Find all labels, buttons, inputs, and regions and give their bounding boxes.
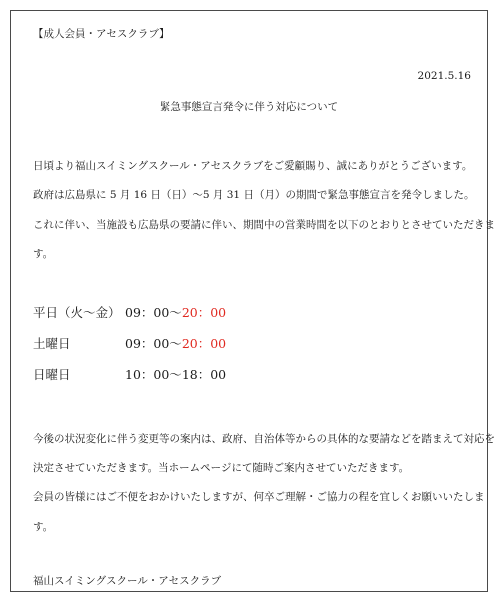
closing-line-2: 決定させていただきます。当ホームページにて随時ご案内させていただきます。 <box>33 462 410 474</box>
closing-line-4: す。 <box>33 521 54 533</box>
intro-line-1: 日頃より福山スイミングスクール・アセスクラブをご愛顧賜り、誠にありがとうございます。 <box>33 160 473 172</box>
member-category-label: 【成人会員・アセスクラブ】 <box>33 28 170 40</box>
schedule-close-time: 18：00 <box>181 367 227 382</box>
intro-line-4: す。 <box>33 248 54 260</box>
schedule-day: 日曜日 <box>33 367 71 382</box>
schedule-open-time: 09：00～ <box>125 305 182 320</box>
schedule-close-time: 20：00 <box>181 305 227 320</box>
schedule-open-time: 09：00～ <box>125 336 182 351</box>
schedule-row-saturday <box>33 336 226 352</box>
schedule-day: 平日（火～金） <box>33 305 121 320</box>
schedule-row-weekday <box>33 305 226 321</box>
intro-line-2: 政府は広島県に 5 月 16 日（日）～5 月 31 日（月）の期間で緊急事態宣言を発令しました。 <box>33 189 475 201</box>
schedule-row-sunday <box>33 367 226 383</box>
notice-title: 緊急事態宣言発令に伴う対応について <box>159 101 339 113</box>
signature: 福山スイミングスクール・アセスクラブ <box>33 575 222 587</box>
intro-line-3: これに伴い、当施設も広島県の要請に伴い、期間中の営業時間を以下のとおりとさせていただきま <box>33 219 495 231</box>
notice-document <box>10 10 495 592</box>
closing-line-1: 今後の状況変化に伴う変更等の案内は、政府、自治体等からの具体的な要請などを踏まえて対応を <box>33 433 495 445</box>
closing-line-3: 会員の皆様にはご不便をおかけいたしますが、何卒ご理解・ご協力の程を宜しくお願いいたしま <box>33 491 485 503</box>
notice-date: 2021.5.16 <box>417 70 471 82</box>
schedule-day: 土曜日 <box>33 336 71 351</box>
schedule-close-time: 20：00 <box>181 336 227 351</box>
schedule-open-time: 10：00～ <box>125 367 182 382</box>
